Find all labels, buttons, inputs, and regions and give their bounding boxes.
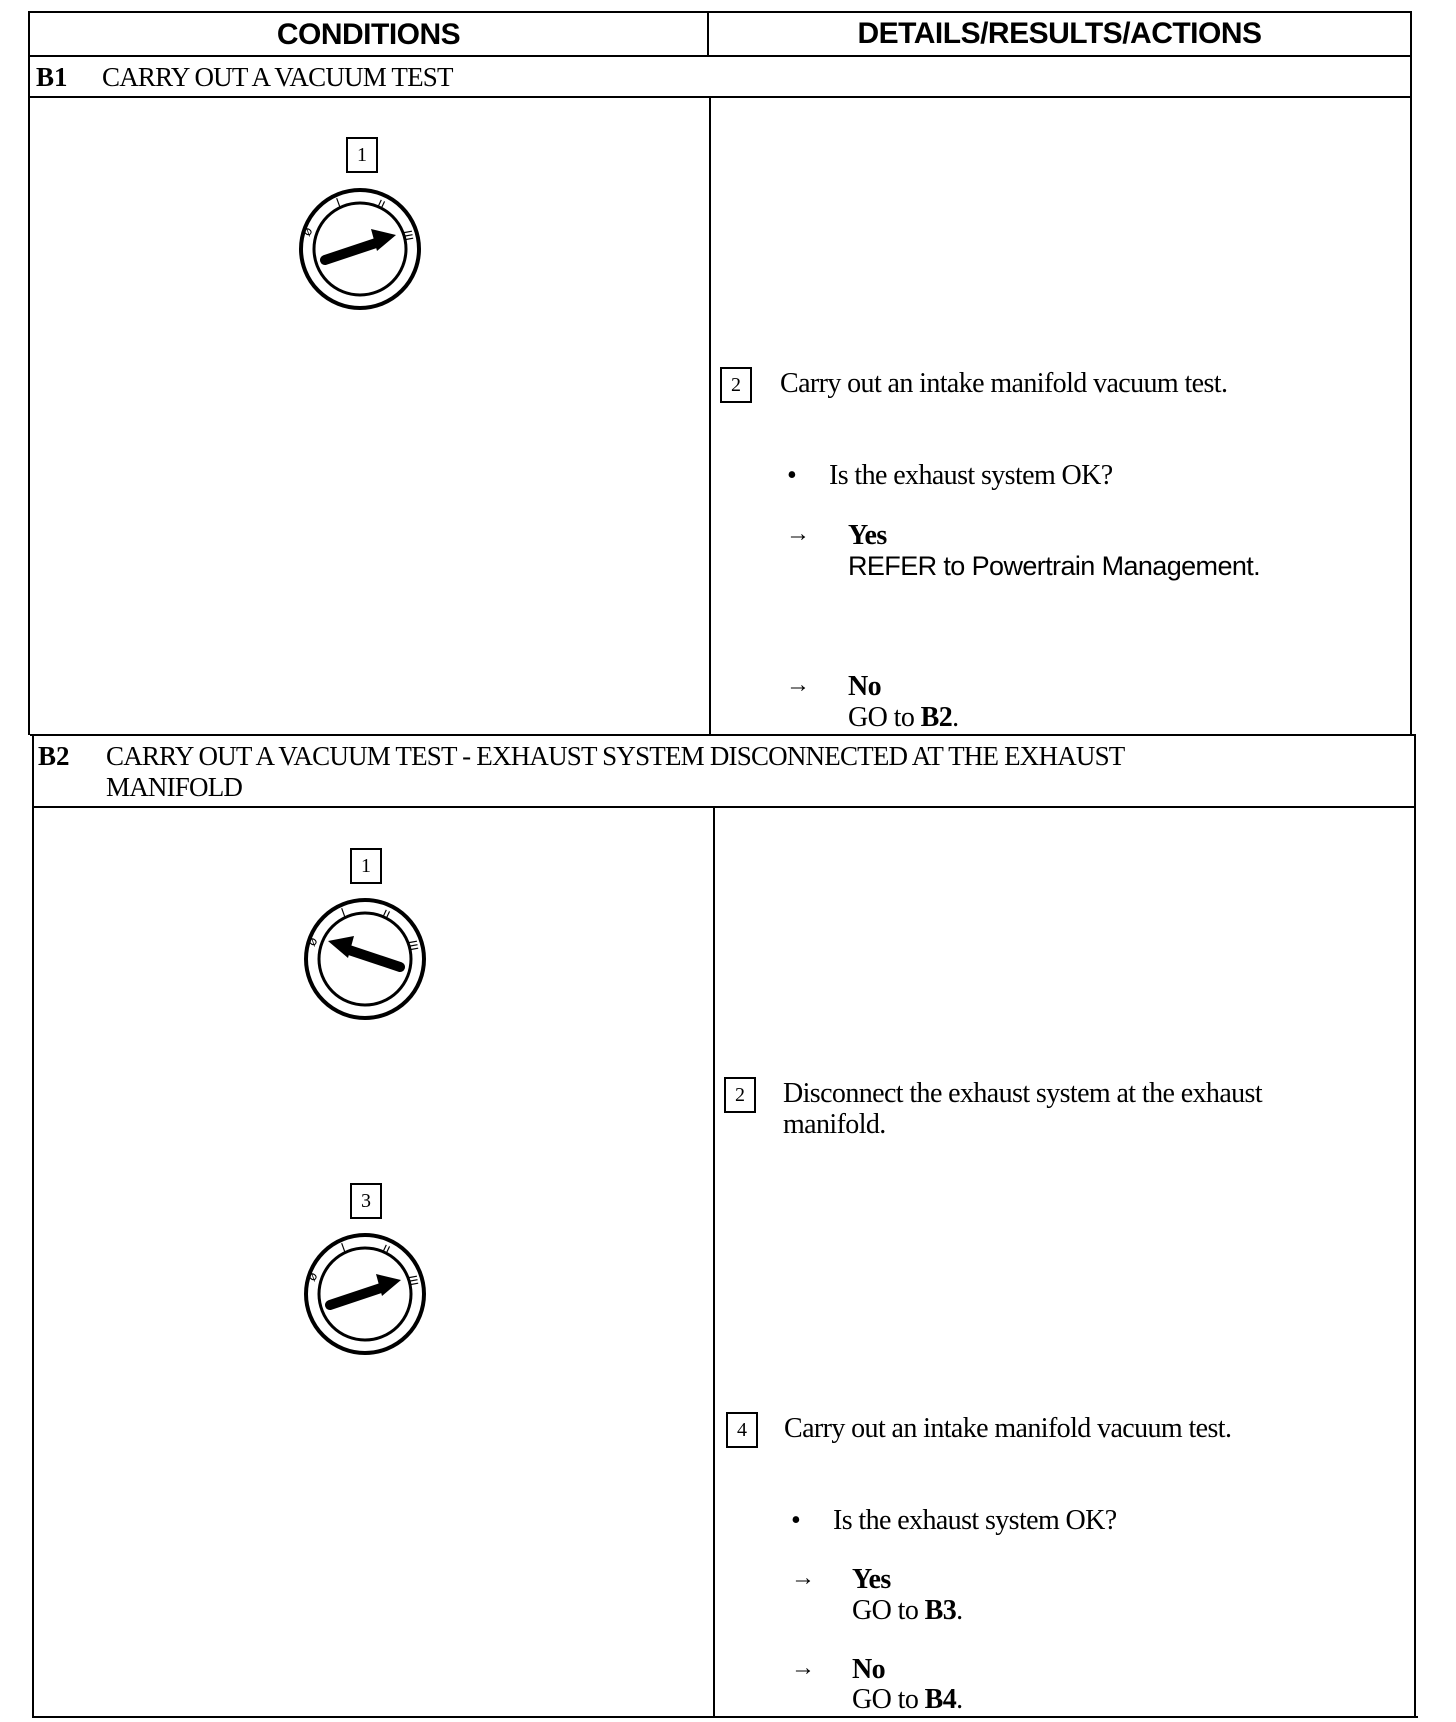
b2-yes-go-text: GO to bbox=[852, 1595, 919, 1626]
b1-step-title: CARRY OUT A VACUUM TEST bbox=[102, 62, 453, 92]
b1-step-id: B1 bbox=[36, 62, 68, 92]
b2-no-label: No bbox=[852, 1654, 886, 1685]
b2-action-step-2-box: 2 bbox=[724, 1077, 756, 1113]
b1-question: Is the exhaust system OK? bbox=[829, 460, 1113, 491]
b2-step-id: B2 bbox=[38, 741, 70, 771]
table-top-border bbox=[28, 11, 1412, 13]
b2-question: Is the exhaust system OK? bbox=[833, 1505, 1117, 1536]
b2-condition-step-1-box: 1 bbox=[350, 848, 382, 884]
b1-no-end: . bbox=[952, 702, 959, 733]
b2-yes-target-link[interactable]: B3 bbox=[924, 1595, 957, 1626]
arrow-right-icon: → bbox=[786, 521, 810, 547]
svg-text:I: I bbox=[334, 195, 343, 210]
arrow-right-icon: → bbox=[791, 1565, 815, 1591]
svg-text:III: III bbox=[405, 939, 421, 952]
svg-text:II: II bbox=[379, 907, 393, 923]
b2-action2-text: Carry out an intake manifold vacuum test. bbox=[784, 1413, 1232, 1444]
b2-action1-line1: Disconnect the exhaust system at the exhaust bbox=[783, 1078, 1263, 1109]
arrow-right-icon: → bbox=[786, 672, 810, 698]
b1-no-label: No bbox=[848, 671, 882, 702]
table-left-border-lower bbox=[32, 734, 34, 1718]
bullet-icon: • bbox=[787, 460, 797, 491]
svg-text:I: I bbox=[339, 905, 348, 920]
b2-yes-end: . bbox=[956, 1595, 963, 1626]
svg-text:III: III bbox=[405, 1274, 421, 1287]
b1-bottom-border bbox=[30, 734, 1414, 736]
b1-no-go-text: GO to bbox=[848, 702, 915, 733]
svg-text:ø: ø bbox=[304, 1269, 322, 1284]
svg-text:III: III bbox=[400, 229, 416, 242]
details-header: DETAILS/RESULTS/ACTIONS bbox=[857, 17, 1262, 50]
b2-action1-line2: manifold. bbox=[783, 1109, 886, 1140]
b2-title-bottom-border bbox=[32, 806, 1416, 808]
bullet-icon: • bbox=[791, 1505, 801, 1536]
conditions-header: CONDITIONS bbox=[276, 18, 461, 51]
table-right-border-lower bbox=[1414, 734, 1416, 1718]
ignition-key-position-iii-icon bbox=[295, 185, 425, 313]
header-bottom-border bbox=[28, 55, 1412, 57]
b1-action-text: Carry out an intake manifold vacuum test. bbox=[780, 368, 1228, 399]
svg-text:ø: ø bbox=[304, 934, 322, 949]
table-right-border bbox=[1410, 11, 1412, 735]
b2-yes-action bbox=[852, 1595, 963, 1626]
svg-text:II: II bbox=[374, 197, 388, 213]
b1-title-bottom-border bbox=[28, 96, 1412, 98]
ignition-key-position-iii-icon bbox=[300, 1230, 430, 1358]
arrow-right-icon: → bbox=[791, 1655, 815, 1681]
b2-yes-label: Yes bbox=[852, 1564, 891, 1595]
b1-condition-step-1-box: 1 bbox=[346, 137, 378, 173]
b2-step-title-line2: MANIFOLD bbox=[106, 772, 243, 802]
svg-text:I: I bbox=[339, 1240, 348, 1255]
b2-action-step-4-box: 4 bbox=[726, 1412, 758, 1448]
b1-no-action bbox=[848, 702, 959, 733]
svg-text:ø: ø bbox=[299, 224, 317, 239]
b2-step-title-line1: CARRY OUT A VACUUM TEST - EXHAUST SYSTEM DISCONNECTED AT THE EXHAUST bbox=[106, 741, 1125, 771]
table-bottom-border bbox=[34, 1716, 1418, 1718]
b2-no-target-link[interactable]: B4 bbox=[924, 1684, 957, 1715]
column-divider-b1 bbox=[709, 96, 711, 736]
b2-condition-step-3-box: 3 bbox=[350, 1183, 382, 1219]
column-divider-b2 bbox=[713, 806, 715, 1718]
b2-no-end: . bbox=[956, 1684, 963, 1715]
b1-action-step-2-box: 2 bbox=[720, 367, 752, 403]
b1-yes-label: Yes bbox=[848, 520, 887, 551]
b1-no-target-link[interactable]: B2 bbox=[920, 702, 953, 733]
b2-no-go-text: GO to bbox=[852, 1684, 919, 1715]
b2-no-action bbox=[852, 1684, 963, 1715]
b1-yes-text: REFER to Powertrain Management. bbox=[848, 551, 1261, 581]
ignition-key-position-0-icon bbox=[300, 895, 430, 1023]
table-left-border bbox=[28, 11, 30, 735]
svg-text:II: II bbox=[379, 1242, 393, 1258]
